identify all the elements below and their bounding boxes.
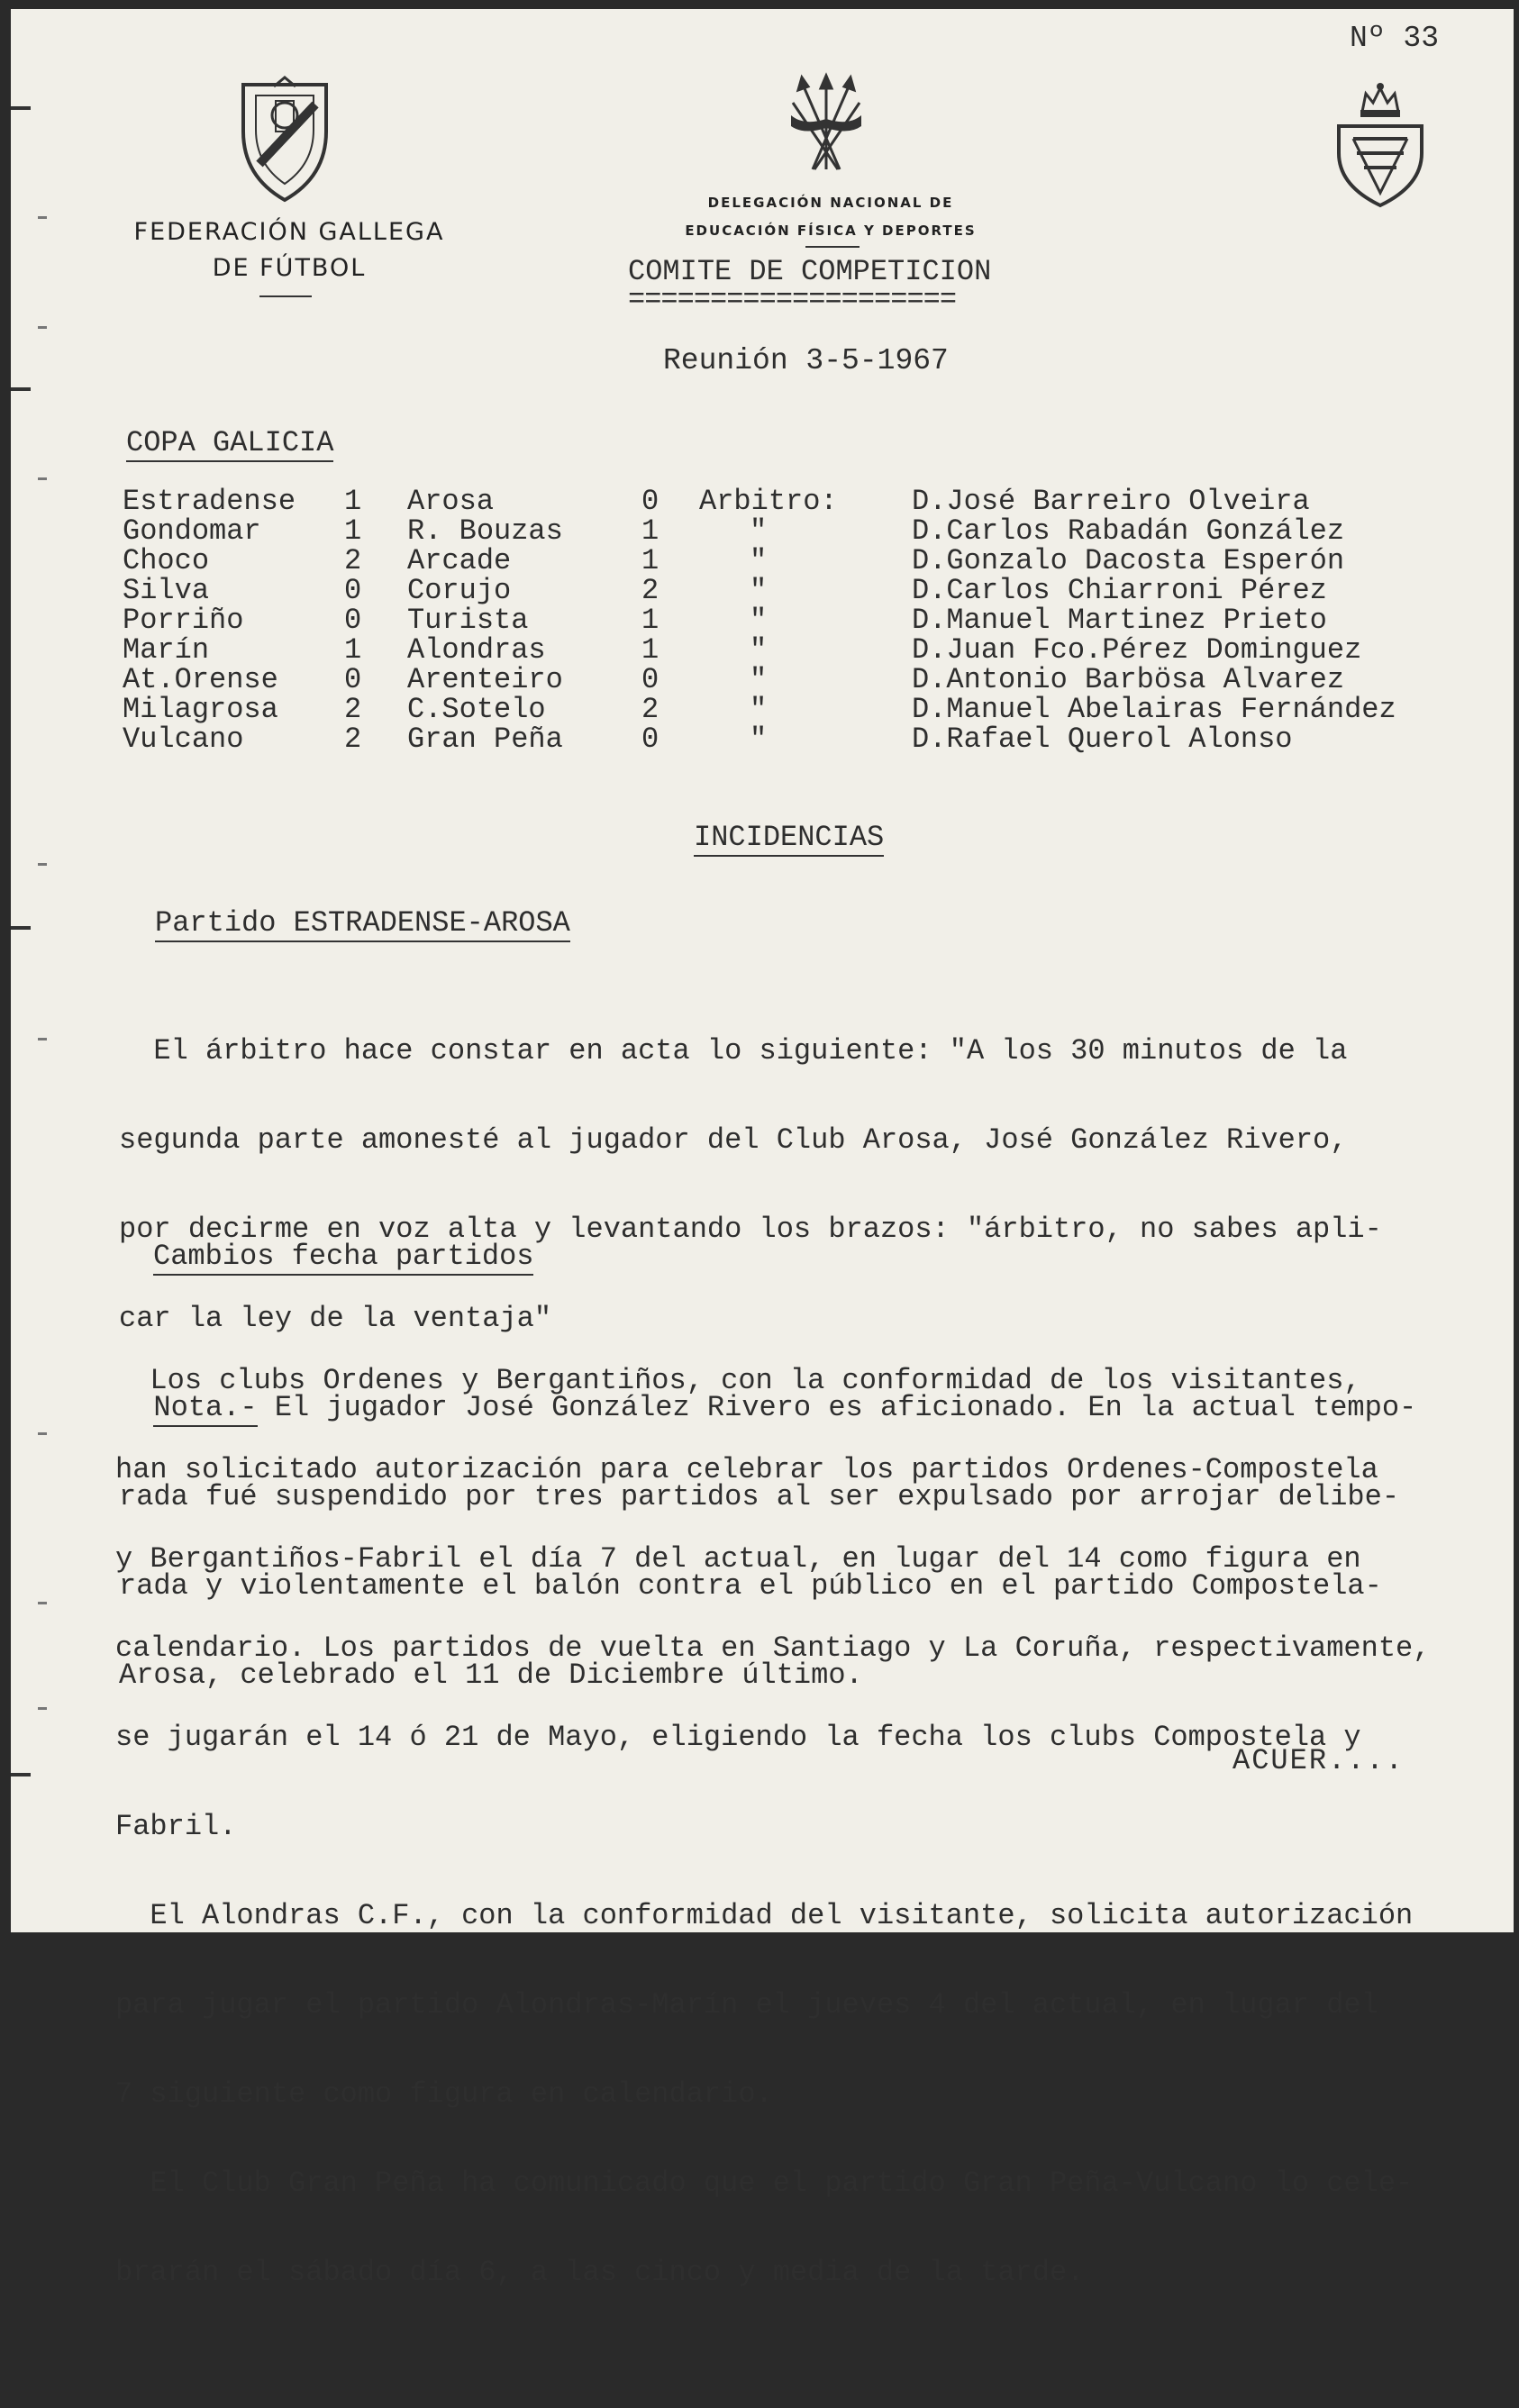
home-goals: 0 <box>344 574 362 607</box>
away-goals: 1 <box>641 544 659 577</box>
home-team: Vulcano <box>123 722 244 756</box>
text-line: 7 siguiente como figura en calendario. <box>115 2077 773 2111</box>
margin-mark <box>38 1707 47 1710</box>
text-line: calendario. Los partidos de vuelta en Santiago y La Coruña, respectivamente, <box>115 1631 1431 1665</box>
text-line: segunda parte amonesté al jugador del Club Arosa, José González Rivero, <box>119 1123 1348 1157</box>
home-team: Estradense <box>123 485 296 518</box>
section-title-copa-galicia <box>126 428 333 458</box>
home-goals: 1 <box>344 633 362 667</box>
away-team: R. Bouzas <box>407 514 563 548</box>
home-goals: 0 <box>344 604 362 637</box>
results-table <box>123 486 1396 754</box>
ditto-mark: " <box>750 693 768 726</box>
committee-title-underline: ==================== <box>628 283 957 316</box>
away-goals: 0 <box>641 485 659 518</box>
result-row <box>123 724 1396 754</box>
cambios-text <box>115 1302 1431 2406</box>
result-row <box>123 486 1396 516</box>
punch-mark <box>11 106 31 110</box>
away-goals: 1 <box>641 633 659 667</box>
ditto-mark: " <box>750 663 768 696</box>
referee-name: D.Rafael Querol Alonso <box>912 722 1293 756</box>
home-team: Silva <box>123 574 210 607</box>
result-row <box>123 516 1396 546</box>
home-goals: 1 <box>344 514 362 548</box>
margin-mark <box>38 1602 47 1604</box>
referee-name: D.Carlos Rabadán González <box>912 514 1345 548</box>
home-goals: 2 <box>344 693 362 726</box>
text-line: Los clubs Ordenes y Bergantiños, con la conformidad de los visitantes, <box>115 1364 1361 1397</box>
federacion-name-line-2: DE FÚTBOL <box>212 254 367 282</box>
incidencias-title: INCIDENCIAS <box>694 821 884 857</box>
away-team: Gran Peña <box>407 722 563 756</box>
away-goals: 1 <box>641 514 659 548</box>
referee-name: D.Manuel Abelairas Fernández <box>912 693 1396 726</box>
away-team: Arenteiro <box>407 663 563 696</box>
margin-mark <box>38 216 47 219</box>
margin-mark <box>38 1432 47 1435</box>
result-row <box>123 695 1396 724</box>
away-team: Alondras <box>407 633 546 667</box>
result-row <box>123 635 1396 665</box>
away-goals: 0 <box>641 722 659 756</box>
continuation-mark: ACUER.... <box>1232 1744 1405 1777</box>
away-goals: 2 <box>641 574 659 607</box>
referee-name: D.Carlos Chiarroni Pérez <box>912 574 1327 607</box>
document-page <box>11 9 1514 2289</box>
away-team: C.Sotelo <box>407 693 546 726</box>
partido-title: Partido ESTRADENSE-AROSA <box>155 906 570 942</box>
yoke-and-arrows-emblem-icon <box>786 76 867 175</box>
text-line: El árbitro hace constar en acta lo siguiente: "A los 30 minutos de la <box>119 1034 1348 1068</box>
referee-name: D.Manuel Martinez Prieto <box>912 604 1327 637</box>
ditto-mark: " <box>750 604 768 637</box>
subsection-title-partido <box>155 908 570 938</box>
note-text: El jugador José González Rivero es aficionado. En la actual tempo- <box>257 1391 1417 1424</box>
referee-name: D.Gonzalo Dacosta Esperón <box>912 544 1345 577</box>
punch-mark <box>11 1773 31 1776</box>
federacion-name-line-1: FEDERACIÓN GALLEGA <box>133 218 445 246</box>
margin-mark <box>38 477 47 480</box>
copa-galicia-title: COPA GALICIA <box>126 426 333 462</box>
text-line: rada fué suspendido por tres partidos al ser expulsado por arrojar delibe- <box>119 1480 1400 1513</box>
punch-mark <box>11 926 31 930</box>
delegacion-name-line-2: EDUCACIÓN FÍSICA Y DEPORTES <box>685 223 977 239</box>
ditto-mark: " <box>750 574 768 607</box>
away-goals: 2 <box>641 693 659 726</box>
home-goals: 2 <box>344 544 362 577</box>
subsection-title-cambios <box>153 1241 533 1271</box>
cambios-title: Cambios fecha partidos <box>153 1240 533 1276</box>
text-line: El Club Gran Peña ha comunicado que el partido Gran Peña-Vulcano lo cele- <box>115 2167 1414 2200</box>
away-team: Turista <box>407 604 529 637</box>
text-line: se jugarán el 14 ó 21 de Mayo, eligiendo la fecha los clubs Compostela y <box>115 1721 1361 1754</box>
arbitro-label: Arbitro: <box>699 485 838 518</box>
ditto-mark: " <box>750 722 768 756</box>
divider <box>805 246 860 248</box>
ditto-mark: " <box>750 544 768 577</box>
away-goals: 1 <box>641 604 659 637</box>
punch-mark <box>11 387 31 391</box>
committee-title: COMITE DE COMPETICION <box>628 255 992 288</box>
home-team: Gondomar <box>123 514 261 548</box>
federacion-gallega-crest-icon <box>238 77 332 204</box>
away-goals: 0 <box>641 663 659 696</box>
text-line: Arosa, celebrado el 11 de Diciembre último. <box>119 1658 863 1692</box>
away-team: Corujo <box>407 574 512 607</box>
home-goals: 1 <box>344 485 362 518</box>
referee-name: D.Juan Fco.Pérez Dominguez <box>912 633 1362 667</box>
result-row <box>123 546 1396 576</box>
note-label: Nota.- <box>153 1391 257 1427</box>
margin-mark <box>38 326 47 329</box>
away-team: Arosa <box>407 485 495 518</box>
home-team: Marín <box>123 633 210 667</box>
margin-mark <box>38 863 47 866</box>
away-team: Arcade <box>407 544 512 577</box>
result-row <box>123 665 1396 695</box>
delegacion-name <box>641 189 1020 245</box>
ditto-mark: " <box>750 633 768 667</box>
ditto-mark: " <box>750 514 768 548</box>
text-line: Fabril. <box>115 1810 237 1843</box>
referee-name: D.Antonio Barbösa Alvarez <box>912 663 1345 696</box>
delegacion-name-line-1: DELEGACIÓN NACIONAL DE <box>707 195 954 211</box>
result-row <box>123 576 1396 605</box>
royal-federation-crest-icon <box>1333 81 1427 207</box>
margin-mark <box>38 1038 47 1040</box>
home-team: At.Orense <box>123 663 278 696</box>
federacion-name <box>105 214 474 286</box>
home-team: Choco <box>123 544 210 577</box>
document-number: Nº 33 <box>1350 22 1440 55</box>
home-goals: 2 <box>344 722 362 756</box>
text-line: para jugar el partido Alondras-Marín el jueves 4 del actual, en lugar del <box>115 1988 1378 2022</box>
text-line: car la ley de la ventaja" <box>119 1302 552 1335</box>
home-goals: 0 <box>344 663 362 696</box>
home-team: Porriño <box>123 604 244 637</box>
text-line: El Alondras C.F., con la conformidad del visitante, solicita autorización <box>115 1899 1414 1932</box>
text-line: brarán el sábado día 6, a las cinco y media de la tarde. <box>115 2256 1085 2289</box>
meeting-date: Reunión 3-5-1967 <box>663 344 949 377</box>
text-line: rada y violentamente el balón contra el público en el partido Compostela- <box>119 1569 1382 1603</box>
text-line: han solicitado autorización para celebrar los partidos Ordenes-Compostela <box>115 1453 1378 1486</box>
home-team: Milagrosa <box>123 693 278 726</box>
divider <box>259 295 312 297</box>
referee-name: D.José Barreiro Olveira <box>912 485 1310 518</box>
text-line: por decirme en voz alta y levantando los brazos: "árbitro, no sabes apli- <box>119 1213 1382 1246</box>
section-title-incidencias <box>694 822 884 852</box>
result-row <box>123 605 1396 635</box>
text-line: y Bergantiños-Fabril el día 7 del actual, en lugar del 14 como figura en <box>115 1542 1361 1576</box>
